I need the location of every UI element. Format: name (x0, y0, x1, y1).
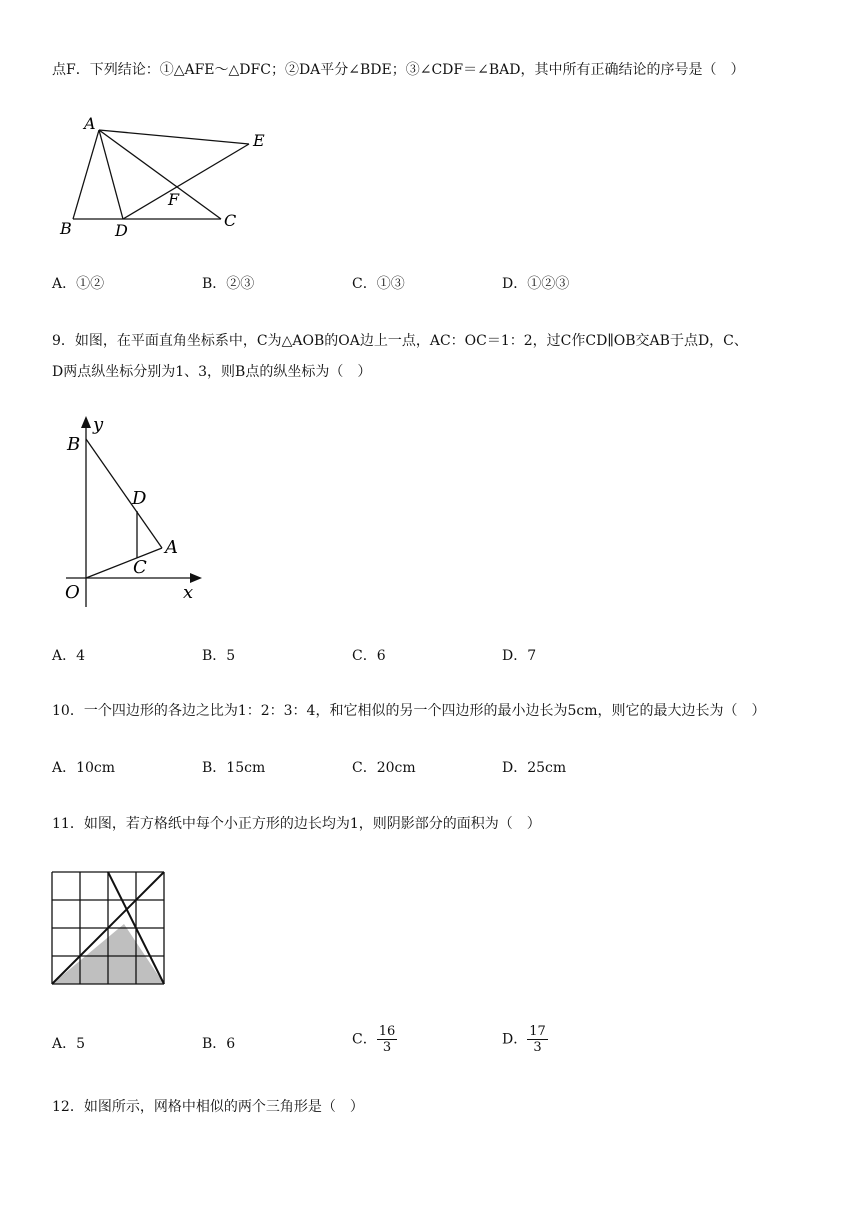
q11-stem: 11．如图，若方格纸中每个小正方形的边长均为1，则阴影部分的面积为（ ） (52, 816, 541, 832)
q11-option-d[interactable] (502, 1024, 548, 1055)
q11-option-d-prefix: D． (502, 1031, 528, 1048)
q8-option-b[interactable]: B．②③ (202, 276, 255, 292)
q8-label-b: B (60, 219, 72, 238)
q8-option-c[interactable]: C．①③ (352, 276, 405, 292)
q11-option-c-prefix: C． (352, 1031, 377, 1048)
q11-option-c-numerator: 16 (378, 1024, 396, 1039)
q9-label-d: D (132, 488, 147, 509)
q9-stem-line1: 9．如图，在平面直角坐标系中，C为△AOB的OA边上一点，AC：OC＝1：2，过C作CD∥OB交AB于点D，C、 (52, 333, 748, 349)
q8-label-f: F (168, 190, 180, 209)
q9-option-b[interactable]: B．5 (202, 648, 236, 664)
q11-option-c[interactable] (352, 1024, 397, 1055)
q8-label-e: E (253, 131, 265, 150)
q8-option-a[interactable]: A．①② (52, 276, 105, 292)
q11-option-a[interactable]: A．5 (52, 1036, 86, 1052)
q10-option-b[interactable]: B．15cm (202, 760, 266, 776)
q9-figure (60, 412, 230, 612)
q8-figure (56, 114, 286, 240)
q9-label-x: x (183, 582, 194, 603)
q10-option-a[interactable]: A．10cm (52, 760, 116, 776)
q11-option-d-numerator: 17 (529, 1024, 546, 1039)
q9-label-b: B (67, 434, 81, 455)
q11-option-d-denominator: 3 (533, 1040, 542, 1055)
q11-option-d-fraction (527, 1024, 548, 1055)
q9-option-d[interactable]: D．7 (502, 648, 537, 664)
q9-label-c: C (133, 557, 147, 578)
q11-grid-figure (52, 872, 172, 992)
q8-label-a: A (84, 114, 96, 133)
q10-stem: 10．一个四边形的各边之比为1：2：3：4，和它相似的另一个四边形的最小边长为5cm，则它的最大边长为（ ） (52, 703, 766, 719)
q9-stem-line2: D两点纵坐标分别为1、3，则B点的纵坐标为（ ） (52, 364, 372, 380)
q8-stem: 点F．下列结论：①△AFE～△DFC；②DA平分∠BDE；③∠CDF＝∠BAD，其中所有正确结论的序号是（ ） (52, 62, 745, 78)
q11-option-c-denominator: 3 (382, 1040, 392, 1055)
q11-option-b[interactable]: B．6 (202, 1036, 236, 1052)
q9-label-a: A (165, 537, 178, 558)
q9-option-a[interactable]: A．4 (52, 648, 86, 664)
q8-label-d: D (115, 221, 128, 240)
q11-option-c-fraction (377, 1024, 398, 1055)
q8-label-c: C (224, 211, 237, 230)
q9-label-o: O (65, 582, 80, 603)
q10-option-d[interactable]: D．25cm (502, 760, 567, 776)
q12-stem: 12．如图所示，网格中相似的两个三角形是（ ） (52, 1099, 364, 1115)
q9-label-y: y (93, 414, 104, 435)
q10-option-c[interactable]: C．20cm (352, 760, 416, 776)
q8-option-d[interactable]: D．①②③ (502, 276, 570, 292)
q9-option-c[interactable]: C．6 (352, 648, 386, 664)
